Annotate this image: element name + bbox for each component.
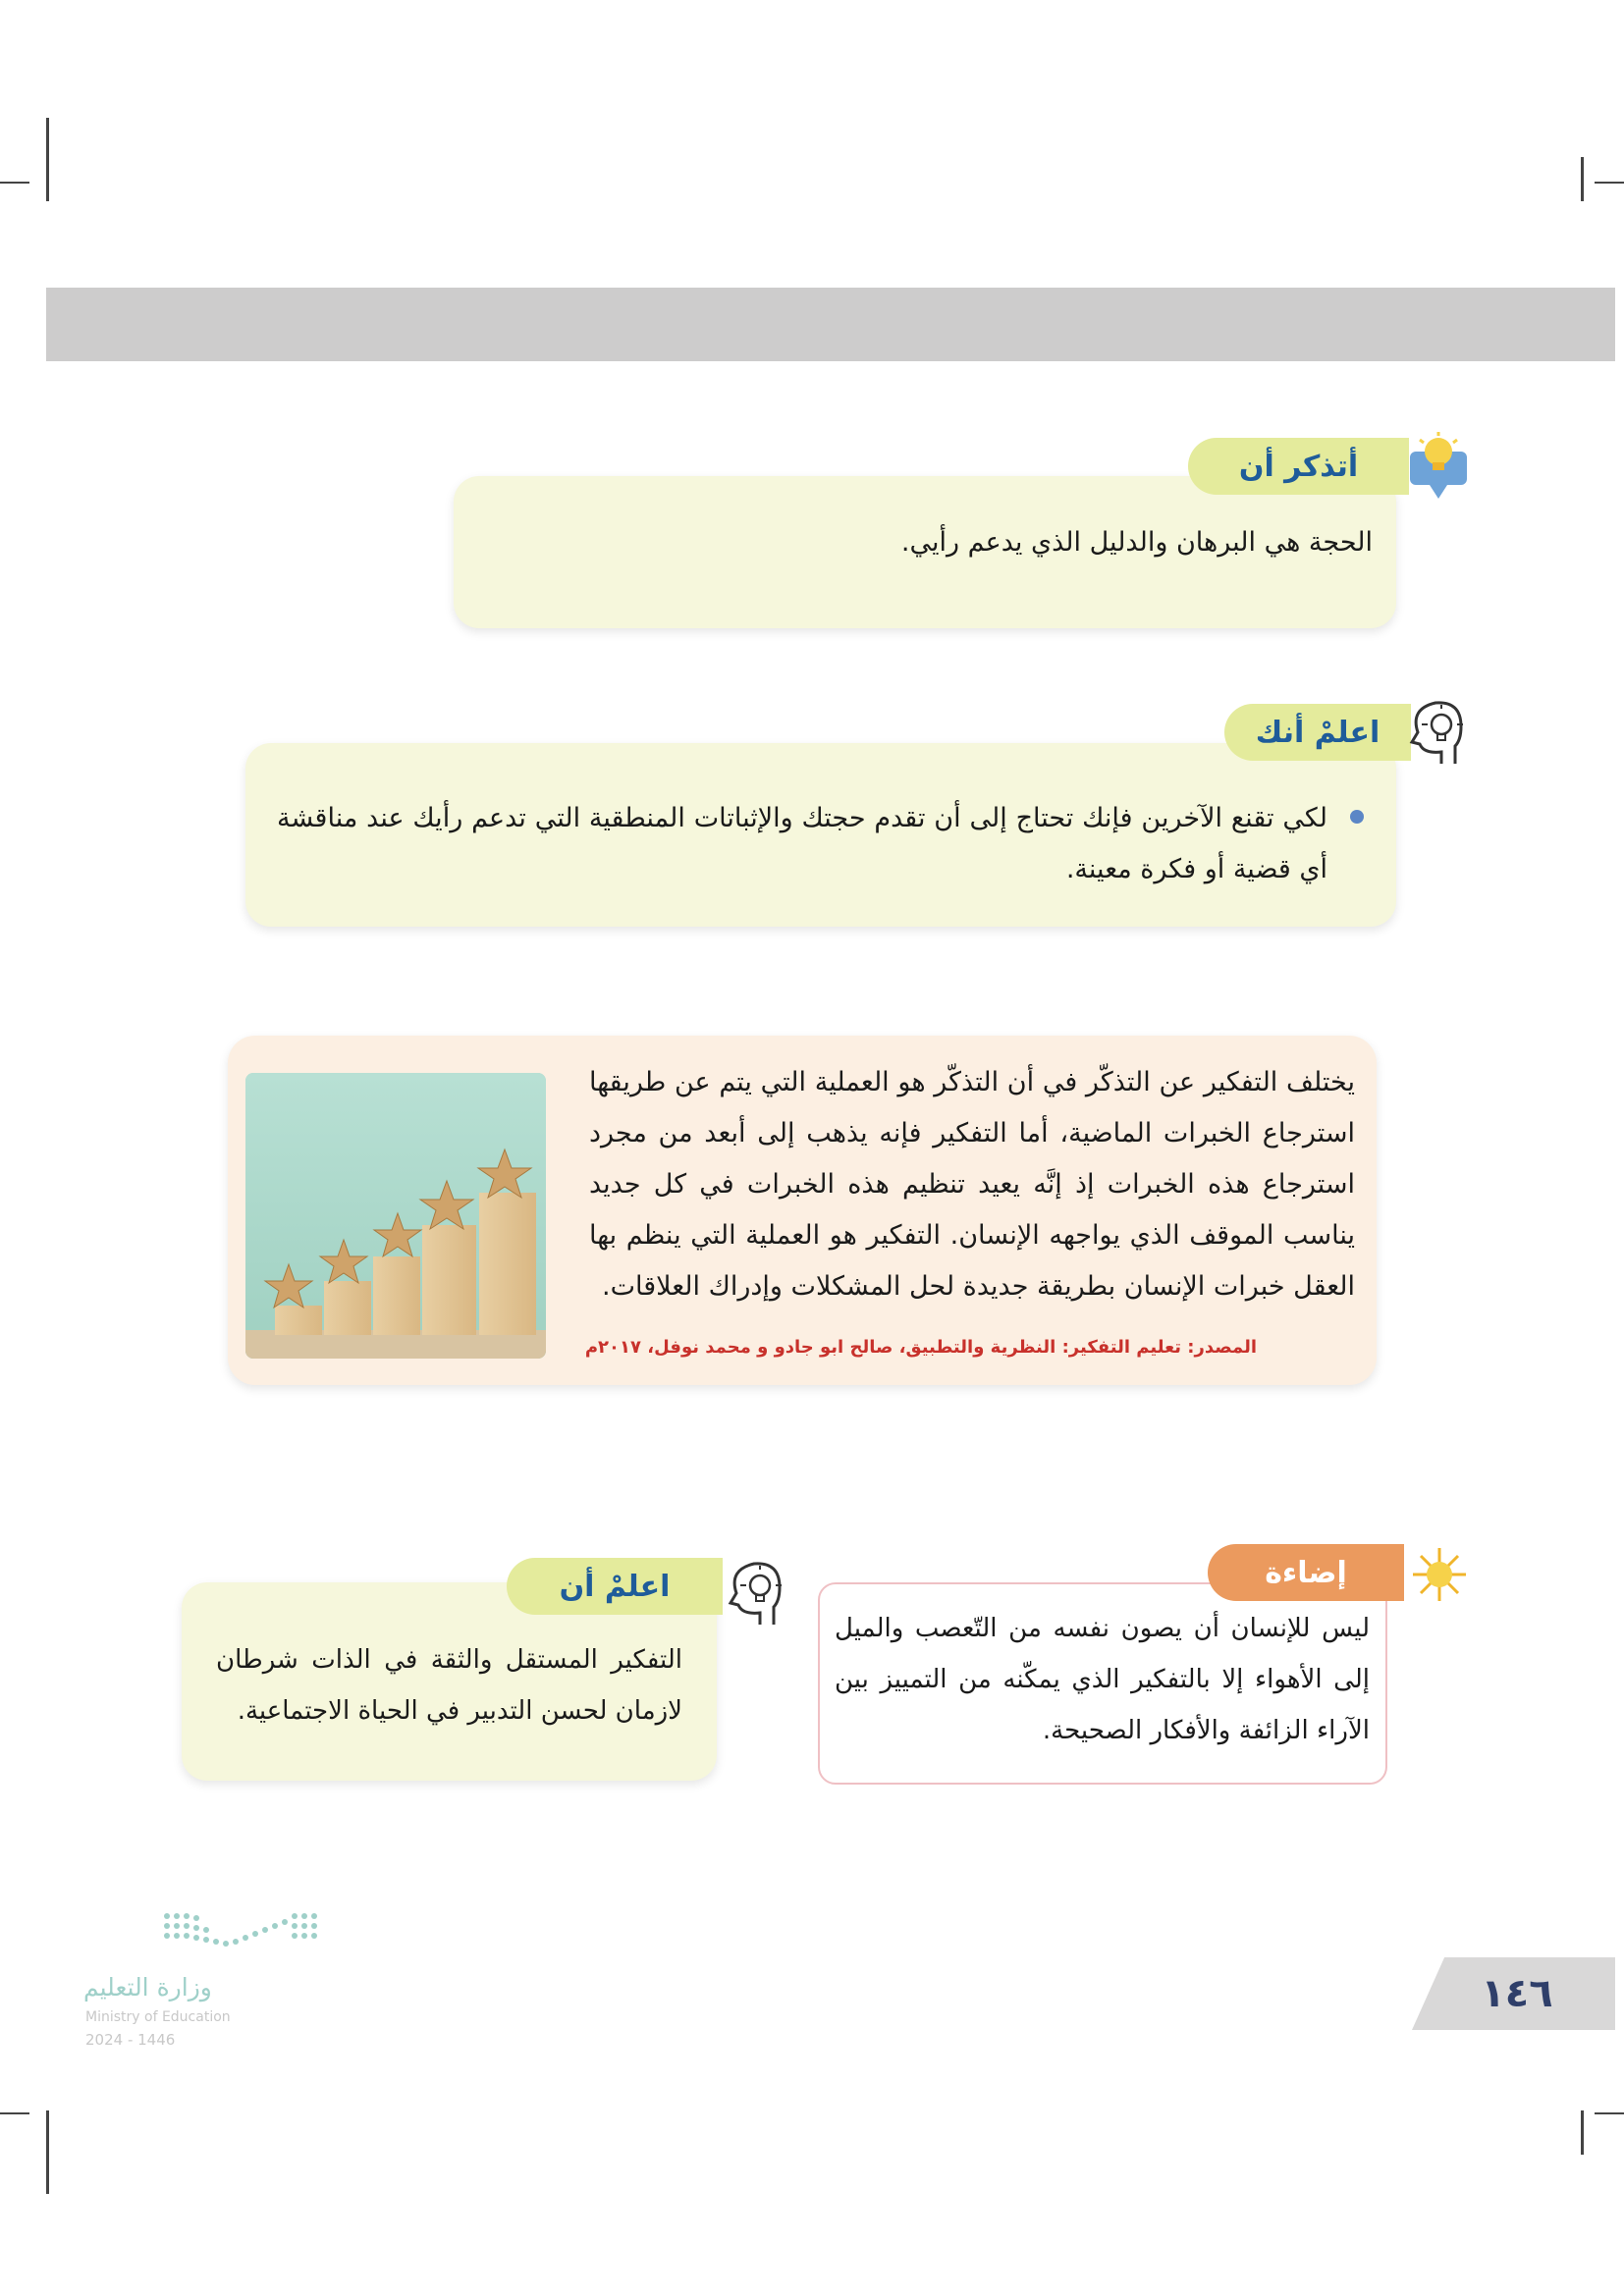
bullet-dot [1350,810,1364,824]
head-lightbulb-icon-2 [721,1556,791,1630]
know-that-text-2: التفكير المستقل والثقة في الذات شرطان لازمان لحسن التدبير في الحياة الاجتماعية. [216,1645,682,1726]
light-title [1208,1544,1404,1601]
ministry-name-ar: وزارة التعليم [83,1973,212,2002]
quote-source: المصدر: تعليم التفكير: النظرية والتطبيق، صالح ابو جادو و محمد نوفل، ٢٠١٧م [584,1337,1257,1358]
header-band [46,288,1615,361]
know-that-title-1 [1224,704,1411,761]
lightbulb-hands-icon [1406,430,1471,501]
crop-mark [46,118,49,201]
know-that-text-1: لكي تقنع الآخرين فإنك تحتاج إلى أن تقدم حجتك والإثباتات المنطقية التي تدعم رأيك عند مناقشة أي قضية أو فكرة معينة. [277,803,1327,884]
know-that-title-2-text: اعلمْ أن [559,1569,671,1604]
ministry-year: 2024 - 1446 [85,2031,176,2049]
remember-title-text: أتذكر أن [1238,449,1359,484]
light-title-text: إضاءة [1265,1555,1347,1590]
ministry-name-en: Ministry of Education [85,2009,231,2025]
crop-mark [1581,157,1584,201]
know-that-title-2 [507,1558,723,1615]
know-that-title-1-text: اعلمْ أنك [1255,715,1380,750]
light-text: ليس للإنسان أن يصون نفسه من التّعصب والميل إلى الأهواء إلا بالتفكير الذي يمكّنه من التمييز بين الآراء الزائفة والأفكار الصحيحة. [835,1614,1370,1745]
ministry-logo-icon [157,1904,324,1958]
remember-title [1188,438,1409,495]
crop-mark [0,2112,29,2114]
remember-text: الحجة هي البرهان والدليل الذي يدعم رأيي. [900,527,1373,558]
stars-on-wooden-blocks-photo [245,1073,546,1359]
crop-mark [1581,2110,1584,2155]
crop-mark [0,182,29,184]
sun-icon [1411,1546,1468,1603]
crop-mark [46,2110,49,2194]
head-lightbulb-icon [1402,695,1473,770]
crop-mark [1595,2112,1624,2114]
crop-mark [1595,182,1624,184]
quote-text: يختلف التفكير عن التذكّر في أن التذكّر هو العملية التي يتم عن طريقها استرجاع الخبرات الماضية، أما التفكير فإنه يذهب إلى أبعد من مجرد استرجاع هذه الخبرات إذ إنَّه يعيد تنظيم هذه الخبرات في كل جديد يناسب الموقف الذي يواجهه الإنسان. التفكير هو العملية التي ينظم بها العقل خبرات الإنسان بطريقة جديدة لحل المشكلات وإدراك العلاقات. [589,1067,1355,1302]
page-number: ١٤٦ [1481,1971,1553,2016]
